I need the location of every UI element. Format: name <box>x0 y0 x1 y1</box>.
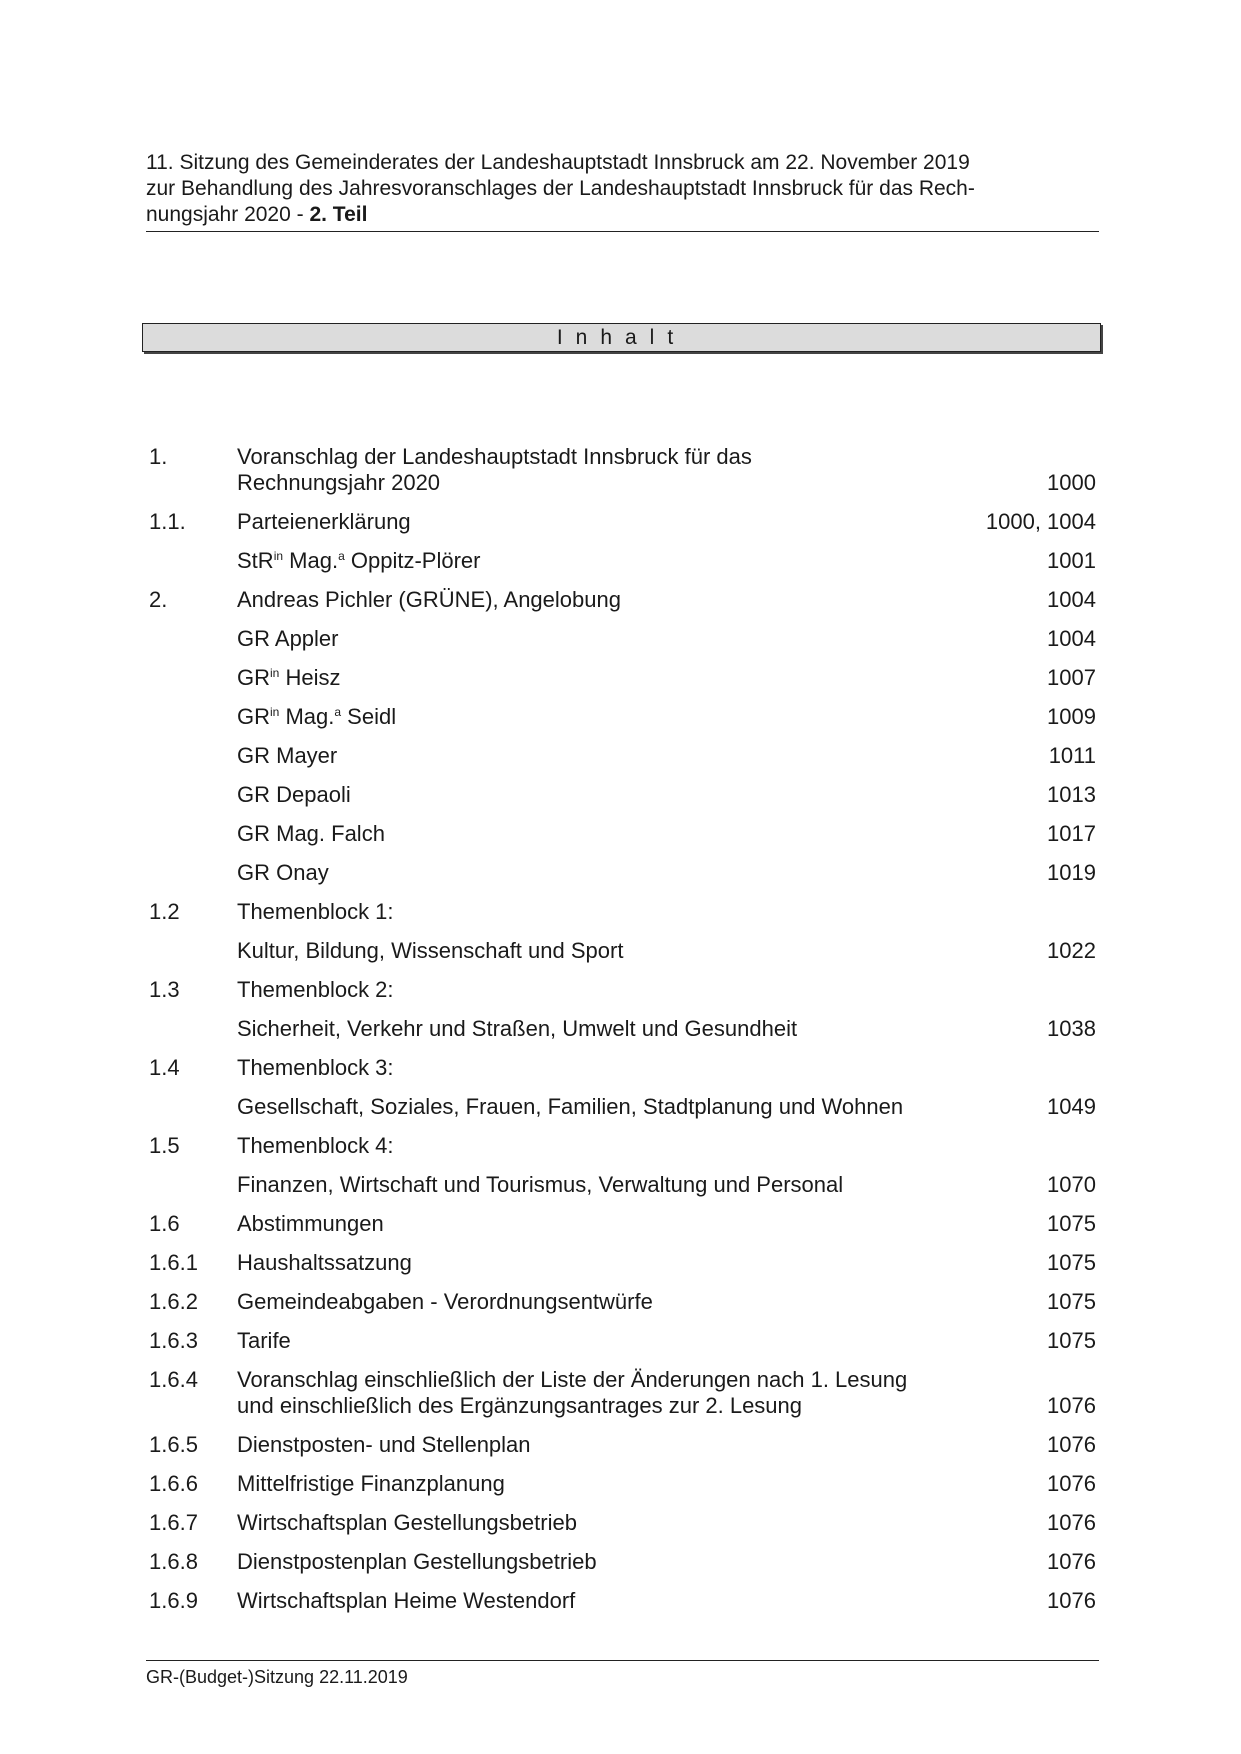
toc-page: 1076 <box>1047 1549 1096 1574</box>
toc-page: 1076 <box>1047 1393 1096 1418</box>
toc-title <box>237 1367 956 1419</box>
page-footer <box>146 1660 1099 1688</box>
toc-row <box>149 1367 1096 1419</box>
toc-title-line-2: und einschließlich des Ergänzungsantrages zur 2. Lesung <box>237 1393 803 1418</box>
toc-number: 1.6.4 <box>149 1367 198 1392</box>
toc-row <box>149 665 1096 691</box>
toc-title <box>237 548 956 574</box>
toc-title-line-1: Voranschlag einschließlich der Liste der Änderungen nach 1. Lesung <box>237 1367 908 1392</box>
toc-page: 1076 <box>1047 1588 1096 1613</box>
title-prefix: StR <box>237 548 274 573</box>
table-of-contents <box>149 444 1096 1627</box>
toc-title: Parteienerklärung <box>237 509 411 534</box>
toc-row <box>149 899 1096 925</box>
title-suffix: Seidl <box>341 704 397 729</box>
toc-row <box>149 1016 1096 1042</box>
toc-row <box>149 1055 1096 1081</box>
toc-row <box>149 1172 1096 1198</box>
toc-number: 1.6.1 <box>149 1250 198 1275</box>
toc-row <box>149 444 1096 496</box>
toc-row <box>149 860 1096 886</box>
toc-page: 1004 <box>1047 587 1096 612</box>
toc-title: GR Onay <box>237 860 329 885</box>
toc-number: 1.6.2 <box>149 1289 198 1314</box>
toc-page: 1004 <box>1047 626 1096 651</box>
toc-page: 1022 <box>1047 938 1096 963</box>
toc-title-line-2: Rechnungsjahr 2020 <box>237 470 441 495</box>
header-part-label: 2. Teil <box>309 203 368 226</box>
superscript: in <box>270 666 280 680</box>
header-line-3-text: nungsjahr 2020 - <box>146 203 310 226</box>
toc-row <box>149 1471 1096 1497</box>
header-line-1: 11. Sitzung des Gemeinderates der Landeshauptstadt Innsbruck am 22. November 2019 <box>146 151 970 174</box>
toc-number: 1.6.3 <box>149 1328 198 1353</box>
toc-row <box>149 743 1096 769</box>
toc-row <box>149 548 1096 574</box>
toc-title: Dienstpostenplan Gestellungsbetrieb <box>237 1549 597 1574</box>
toc-row <box>149 1549 1096 1575</box>
toc-title: Andreas Pichler (GRÜNE), Angelobung <box>237 587 621 612</box>
toc-page: 1013 <box>1047 782 1096 807</box>
toc-page: 1076 <box>1047 1510 1096 1535</box>
toc-page: 1001 <box>1047 548 1096 573</box>
toc-row <box>149 821 1096 847</box>
toc-title <box>237 444 956 496</box>
title-prefix: GR <box>237 665 270 690</box>
toc-title: Themenblock 3: <box>237 1055 394 1080</box>
toc-title: Kultur, Bildung, Wissenschaft und Sport <box>237 938 624 963</box>
toc-row <box>149 509 1096 535</box>
toc-title <box>237 665 956 691</box>
toc-number: 1.6.7 <box>149 1510 198 1535</box>
toc-row <box>149 782 1096 808</box>
toc-page: 1007 <box>1047 665 1096 690</box>
superscript: a <box>338 549 345 563</box>
toc-page: 1070 <box>1047 1172 1096 1197</box>
toc-number: 1.6 <box>149 1211 180 1236</box>
toc-title-line-1: Voranschlag der Landeshauptstadt Innsbruck für das <box>237 444 752 469</box>
toc-row <box>149 587 1096 613</box>
toc-title: Mittelfristige Finanzplanung <box>237 1471 505 1496</box>
title-suffix: Oppitz-Plörer <box>344 548 481 573</box>
toc-page: 1017 <box>1047 821 1096 846</box>
toc-title: GR Depaoli <box>237 782 351 807</box>
toc-number: 1.6.9 <box>149 1588 198 1613</box>
toc-page: 1000, 1004 <box>985 509 1096 534</box>
contents-title-box <box>142 323 1101 352</box>
toc-row <box>149 626 1096 652</box>
toc-page: 1076 <box>1047 1471 1096 1496</box>
toc-title: GR Mag. Falch <box>237 821 385 846</box>
toc-title <box>237 704 956 730</box>
superscript: a <box>334 705 342 719</box>
toc-page: 1075 <box>1047 1211 1096 1236</box>
toc-title: Sicherheit, Verkehr und Straßen, Umwelt und Gesundheit <box>237 1016 798 1041</box>
toc-title: Wirtschaftsplan Gestellungsbetrieb <box>237 1510 577 1535</box>
toc-page: 1000 <box>1047 470 1096 495</box>
toc-row <box>149 1432 1096 1458</box>
header-line-3 <box>146 202 1099 228</box>
toc-page: 1075 <box>1047 1289 1096 1314</box>
toc-number: 1.2 <box>149 899 180 924</box>
toc-title: Wirtschaftsplan Heime Westendorf <box>237 1588 576 1613</box>
title-prefix: GR <box>237 704 270 729</box>
toc-number: 1.6.6 <box>149 1471 198 1496</box>
toc-row <box>149 704 1096 730</box>
header-line-2: zur Behandlung des Jahresvoranschlages der Landeshauptstadt Innsbruck für das Rech- <box>146 177 975 200</box>
toc-page: 1075 <box>1047 1250 1096 1275</box>
toc-number: 1.5 <box>149 1133 180 1158</box>
toc-title: Gemeindeabgaben - Verordnungsentwürfe <box>237 1289 653 1314</box>
toc-number: 1.6.8 <box>149 1549 198 1574</box>
toc-page: 1011 <box>1048 743 1096 768</box>
title-suffix: Heisz <box>279 665 341 690</box>
toc-title: GR Mayer <box>237 743 338 768</box>
toc-title: Gesellschaft, Soziales, Frauen, Familien, Stadtplanung und Wohnen <box>237 1094 904 1119</box>
contents-title: Inhalt <box>556 326 687 349</box>
toc-title: GR Appler <box>237 626 339 651</box>
toc-number: 1.1. <box>149 509 186 534</box>
toc-title: Tarife <box>237 1328 291 1353</box>
toc-page: 1038 <box>1047 1016 1096 1041</box>
toc-page: 1049 <box>1047 1094 1096 1119</box>
title-middle: Mag. <box>283 548 339 573</box>
toc-row <box>149 1588 1096 1614</box>
toc-row <box>149 1250 1096 1276</box>
toc-page: 1076 <box>1047 1432 1096 1457</box>
toc-row <box>149 1289 1096 1315</box>
toc-title: Haushaltssatzung <box>237 1250 412 1275</box>
toc-page: 1009 <box>1047 704 1096 729</box>
toc-row <box>149 1211 1096 1237</box>
toc-row <box>149 1510 1096 1536</box>
toc-row <box>149 1328 1096 1354</box>
superscript: in <box>273 549 284 563</box>
superscript: in <box>270 705 280 719</box>
toc-row <box>149 1133 1096 1159</box>
toc-title: Themenblock 1: <box>237 899 394 924</box>
toc-page: 1019 <box>1047 860 1096 885</box>
toc-number: 2. <box>149 587 168 612</box>
toc-number: 1.4 <box>149 1055 180 1080</box>
footer-text: GR-(Budget-)Sitzung 22.11.2019 <box>146 1667 408 1687</box>
toc-title: Abstimmungen <box>237 1211 384 1236</box>
toc-page: 1075 <box>1047 1328 1096 1353</box>
title-middle: Mag. <box>279 704 335 729</box>
toc-title: Themenblock 2: <box>237 977 394 1002</box>
toc-number: 1.3 <box>149 977 180 1002</box>
toc-number: 1.6.5 <box>149 1432 198 1457</box>
toc-row <box>149 977 1096 1003</box>
toc-title: Dienstposten- und Stellenplan <box>237 1432 531 1457</box>
page-header <box>146 150 1099 232</box>
toc-title: Finanzen, Wirtschaft und Tourismus, Verwaltung und Personal <box>237 1172 844 1197</box>
toc-row <box>149 938 1096 964</box>
toc-number: 1. <box>149 444 168 469</box>
toc-title: Themenblock 4: <box>237 1133 394 1158</box>
toc-row <box>149 1094 1096 1120</box>
